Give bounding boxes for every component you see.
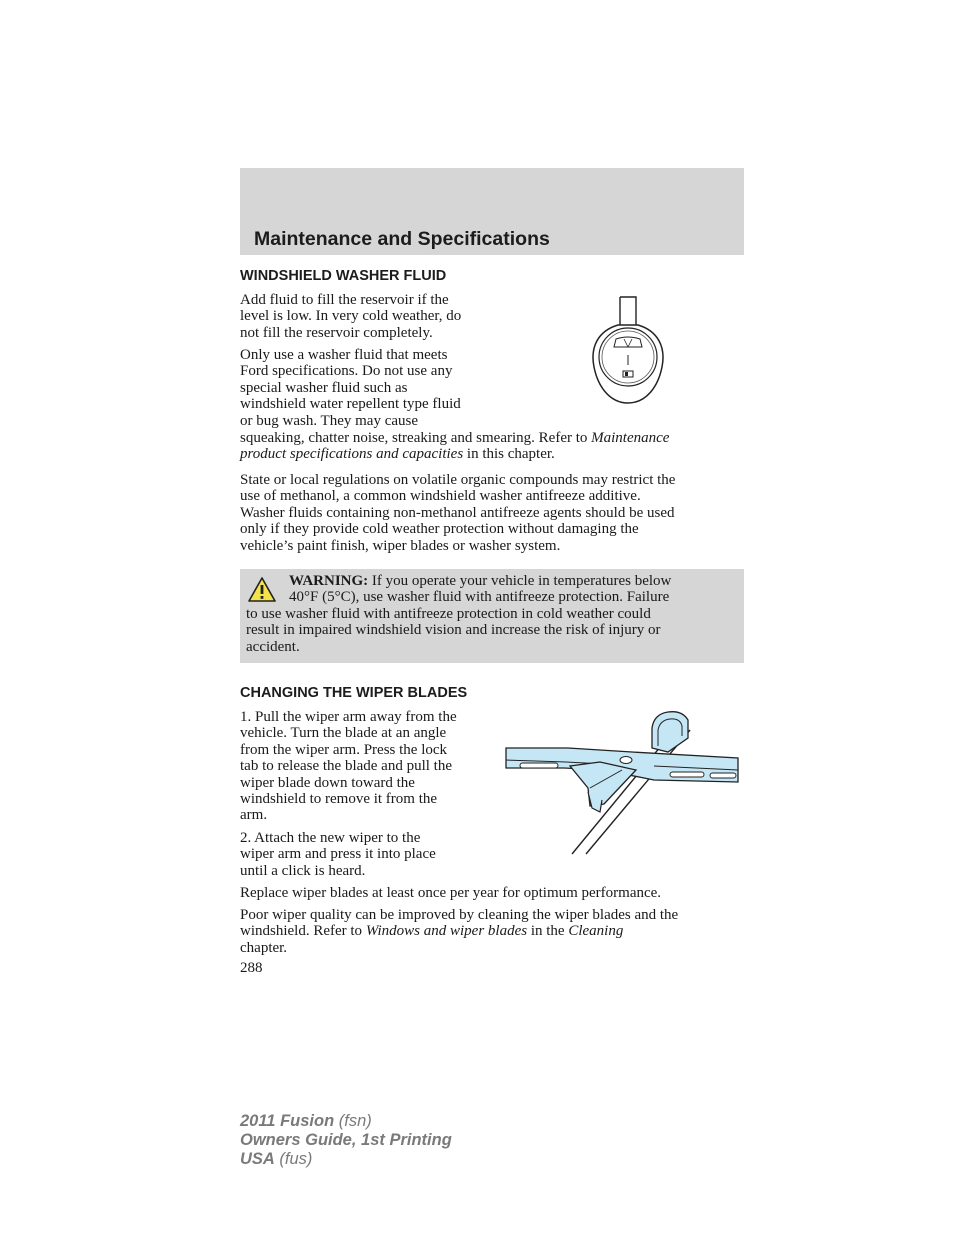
washer-reservoir-icon	[588, 295, 668, 407]
section-title-wiper-blades: CHANGING THE WIPER BLADES	[240, 685, 468, 701]
chapter-header-band	[240, 168, 744, 255]
warning-text: WARNING: If you operate your vehicle in temperatures below 40°F (5°C), use washer fluid with antifreeze protection. Failure to use washer fluid with antifreeze protection in cold weather could result in impaired windshield vision and increase the risk of injury or accident.	[246, 573, 672, 655]
paragraph-step1: 1. Pull the wiper arm away from the vehicle. Turn the blade at an angle from the wiper arm. Press the lock tab to release the blade and pull the wiper blade down toward the windshield to remove it from the arm.	[240, 709, 457, 824]
wiper-blade-diagram	[504, 708, 740, 856]
page-number: 288	[240, 960, 263, 976]
paragraph-step2: 2. Attach the new wiper to the wiper arm and press it into place until a click is heard.	[240, 830, 436, 879]
paragraph-poor-quality: Poor wiper quality can be improved by cleaning the wiper blades and the windshield. Refer to Windows and wiper blades in the Cleaning chapter.	[240, 907, 679, 956]
footer-edition: 2011 Fusion (fsn) Owners Guide, 1st Printing USA (fus)	[240, 1112, 452, 1168]
paragraph-add-fluid: Add fluid to fill the reservoir if the level is low. In very cold weather, do not fill the reservoir completely.	[240, 292, 462, 341]
chapter-title: Maintenance and Specifications	[254, 228, 550, 250]
paragraph-washer-spec-cont: squeaking, chatter noise, streaking and smearing. Refer to Maintenance product specifications and capacities in this chapter.	[240, 430, 670, 463]
section-title-washer-fluid: WINDSHIELD WASHER FLUID	[240, 268, 447, 284]
warning-box	[240, 569, 744, 663]
paragraph-washer-spec: Only use a washer fluid that meets Ford specifications. Do not use any special washer fluid such as windshield water repellent type fluid or bug wash. They may cause	[240, 347, 461, 429]
paragraph-replace: Replace wiper blades at least once per year for optimum performance.	[240, 885, 662, 901]
paragraph-regulations: State or local regulations on volatile organic compounds may restrict the use of methanol, a common windshield washer antifreeze additive. Washer fluids containing non-methanol antifreeze agents should be used only if they provide cold weather protection without damaging the vehicle’s paint finish, wiper blades or washer system.	[240, 472, 676, 554]
